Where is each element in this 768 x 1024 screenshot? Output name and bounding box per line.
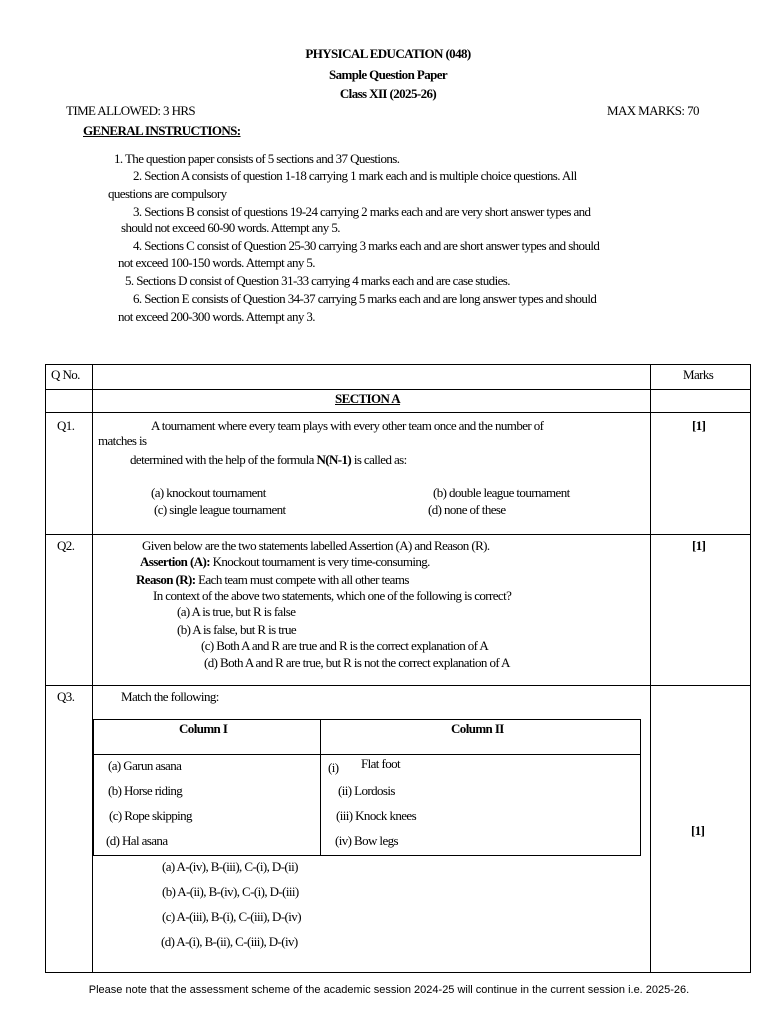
q1-text-post: is called as: bbox=[353, 452, 407, 467]
table-row-divider bbox=[45, 685, 751, 686]
table-border-left bbox=[45, 364, 46, 973]
q2-reason-text: Each team must compete with all other teams bbox=[198, 572, 409, 587]
q2-option-c: (c) Both A and R are true and R is the correct explanation of A bbox=[201, 638, 489, 653]
q2-reason-label: Reason (R): bbox=[136, 572, 196, 587]
instruction-line: should not exceed 60-90 words. Attempt any 5. bbox=[121, 220, 340, 235]
q1-text-line1: A tournament where every team plays with every other team once and the number of bbox=[151, 418, 544, 433]
q3-marks: [1] bbox=[691, 823, 705, 838]
q2-question: In context of the above two statements, which one of the following is correct? bbox=[153, 588, 512, 603]
table-col-divider bbox=[92, 364, 93, 973]
q1-text-line2: matches is bbox=[98, 433, 147, 448]
instruction-line: 3. Sections B consist of questions 19-24 carrying 2 marks each and are very short answer types and bbox=[133, 204, 591, 219]
match-table-header-divider bbox=[93, 754, 641, 755]
q1-text-pre: determined with the help of the formula bbox=[130, 452, 314, 467]
q2-intro: Given below are the two statements labelled Assertion (A) and Reason (R). bbox=[142, 538, 490, 553]
column-2-header: Column II bbox=[451, 721, 504, 736]
instructions-heading: GENERAL INSTRUCTIONS: bbox=[83, 123, 241, 138]
column-1-item: (a) Garun asana bbox=[108, 758, 182, 773]
table-border-right bbox=[750, 364, 751, 973]
match-table-left bbox=[93, 719, 94, 856]
instruction-line: 5. Sections D consist of Question 31-33 carrying 4 marks each and are case studies. bbox=[125, 273, 510, 288]
column-2-item: (iii) Knock knees bbox=[336, 808, 417, 823]
q3-option-a: (a) A-(iv), B-(iii), C-(i), D-(ii) bbox=[162, 859, 298, 874]
q3-intro: Match the following: bbox=[121, 689, 219, 704]
column-2-item-number: (i) bbox=[328, 760, 339, 775]
column-2-item: (iv) Bow legs bbox=[335, 833, 398, 848]
q2-assertion bbox=[140, 554, 430, 570]
table-row-divider bbox=[45, 534, 751, 535]
column-1-header: Column I bbox=[179, 721, 228, 736]
q1-option-d: (d) none of these bbox=[428, 502, 506, 517]
paper-title: PHYSICAL EDUCATION (048) bbox=[305, 46, 471, 61]
qno-header: Q No. bbox=[51, 367, 80, 382]
instruction-line: 2. Section A consists of question 1-18 carrying 1 mark each and is multiple choice questions. All bbox=[133, 168, 577, 183]
assessment-note: Please note that the assessment scheme of the academic session 2024-25 will continue in the current session i.e. 2025-26. bbox=[88, 984, 690, 996]
column-1-item: (b) Horse riding bbox=[108, 783, 183, 798]
column-2-item: (ii) Lordosis bbox=[338, 783, 395, 798]
instruction-line: 1. The question paper consists of 5 sections and 37 Questions. bbox=[114, 151, 400, 166]
table-border-top bbox=[45, 364, 751, 365]
instruction-line: not exceed 200-300 words. Attempt any 3. bbox=[118, 309, 315, 324]
match-table-mid bbox=[320, 719, 321, 856]
section-a-label: SECTION A bbox=[335, 391, 401, 406]
q1-number: Q1. bbox=[57, 418, 75, 433]
q1-option-b: (b) double league tournament bbox=[433, 485, 570, 500]
match-table-top bbox=[93, 719, 641, 720]
q2-assertion-text: Knockout tournament is very time-consuming. bbox=[212, 554, 430, 569]
table-col-divider bbox=[650, 364, 651, 973]
q3-option-c: (c) A-(iii), B-(i), C-(iii), D-(iv) bbox=[162, 909, 301, 924]
instruction-line: 6. Section E consists of Question 34-37 carrying 5 marks each and are long answer types and should bbox=[133, 291, 597, 306]
time-allowed: TIME ALLOWED: 3 HRS bbox=[66, 103, 196, 118]
max-marks: MAX MARKS: 70 bbox=[607, 103, 699, 118]
q2-option-b: (b) A is false, but R is true bbox=[177, 622, 297, 637]
marks-header: Marks bbox=[683, 367, 714, 382]
q1-formula: N(N-1) bbox=[316, 452, 352, 467]
instruction-line: questions are compulsory bbox=[108, 186, 227, 201]
column-2-item-text: Flat foot bbox=[361, 756, 401, 771]
q2-reason bbox=[136, 572, 409, 588]
q1-option-a: (a) knockout tournament bbox=[151, 485, 266, 500]
paper-subtitle: Sample Question Paper bbox=[328, 67, 448, 82]
q2-option-d: (d) Both A and R are true, but R is not the correct explanation of A bbox=[204, 655, 510, 670]
table-row-divider bbox=[45, 389, 751, 390]
q2-assertion-label: Assertion (A): bbox=[140, 554, 210, 569]
instruction-line: 4. Sections C consist of Question 25-30 carrying 3 marks each and are short answer types and should bbox=[133, 238, 600, 253]
table-border-bottom bbox=[45, 972, 751, 973]
q3-option-b: (b) A-(ii), B-(iv), C-(i), D-(iii) bbox=[162, 884, 299, 899]
q1-option-c: (c) single league tournament bbox=[154, 502, 286, 517]
q2-number: Q2. bbox=[57, 538, 75, 553]
q3-option-d: (d) A-(i), B-(ii), C-(iii), D-(iv) bbox=[161, 934, 298, 949]
q1-marks: [1] bbox=[692, 418, 706, 433]
q1-text-line3 bbox=[130, 452, 407, 468]
match-table-bottom bbox=[93, 855, 641, 856]
instruction-line: not exceed 100-150 words. Attempt any 5. bbox=[118, 255, 315, 270]
column-1-item: (d) Hal asana bbox=[106, 833, 168, 848]
match-table-right bbox=[640, 719, 641, 856]
q2-marks: [1] bbox=[692, 538, 706, 553]
column-1-item: (c) Rope skipping bbox=[109, 808, 192, 823]
table-row-divider bbox=[45, 412, 751, 413]
q2-option-a: (a) A is true, but R is false bbox=[177, 604, 296, 619]
q3-number: Q3. bbox=[57, 689, 75, 704]
paper-class: Class XII (2025-26) bbox=[339, 86, 437, 101]
